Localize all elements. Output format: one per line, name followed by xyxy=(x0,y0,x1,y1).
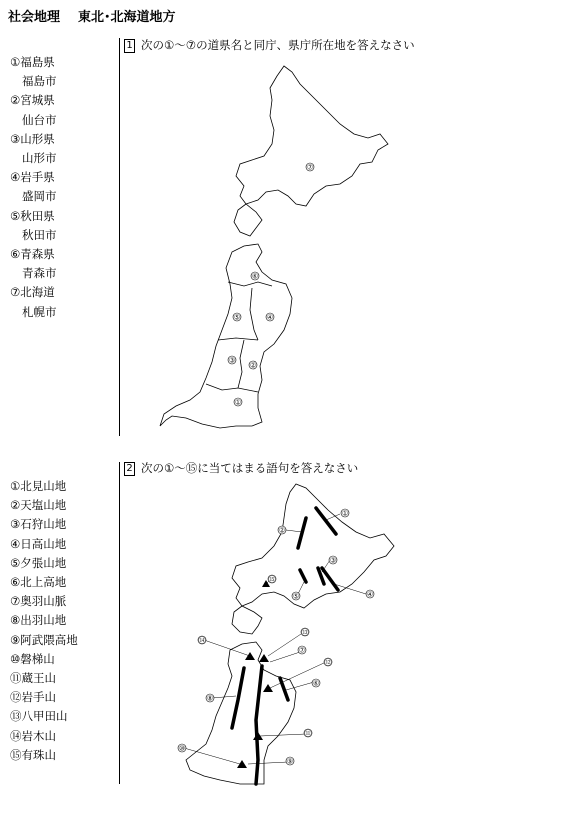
pref-border-fukushima xyxy=(206,384,258,392)
answer-city: 秋田市 xyxy=(22,227,57,242)
map2-label-8: ⑧ xyxy=(206,694,214,703)
answer-pref: ⑥青森県 xyxy=(10,247,55,262)
mountain-range-dewa xyxy=(232,668,244,728)
answer-city: 山形市 xyxy=(22,151,57,166)
map1-label-4: ④ xyxy=(266,313,274,322)
map2-label-4: ④ xyxy=(366,590,374,599)
map2-label-5: ⑤ xyxy=(292,592,300,601)
answer-term: ⑤夕張山地 xyxy=(10,555,67,570)
map2-label-11: ⑪ xyxy=(304,729,312,738)
question-number: 2 xyxy=(124,462,135,476)
pref-border-akita-iwate xyxy=(250,288,258,340)
answer-pref: ⑤秋田県 xyxy=(10,208,55,223)
pref-border-yamagata-miyagi xyxy=(238,340,244,388)
mountain-range-hidaka xyxy=(322,568,338,590)
answer-term: ④日高山地 xyxy=(10,536,67,551)
map2-label-3: ③ xyxy=(329,556,337,565)
hokkaido-outline-2 xyxy=(232,484,394,608)
map1-label-5: ⑤ xyxy=(233,313,241,322)
question-number: 1 xyxy=(124,39,135,53)
answer-term: ⑫岩手山 xyxy=(10,690,56,705)
map2-label-14: ⑭ xyxy=(198,636,206,645)
map2-label-1: ① xyxy=(341,509,349,518)
hokkaido-outline xyxy=(236,66,388,206)
map1-label-3: ③ xyxy=(228,356,236,365)
map1-label-2: ② xyxy=(249,361,257,370)
oshima-peninsula-2 xyxy=(232,606,262,634)
peak-marker xyxy=(259,654,269,662)
map2-label-13: ⑬ xyxy=(301,628,309,637)
oshima-peninsula xyxy=(234,204,262,236)
answer-pref: ③山形県 xyxy=(10,131,55,146)
answer-term: ⑮有珠山 xyxy=(10,747,56,762)
map2-label-2: ② xyxy=(278,526,286,535)
map1-label-6: ⑥ xyxy=(251,272,259,281)
answer-city: 福島市 xyxy=(22,74,57,89)
question-text: 次の①～⑦の道県名と同庁、県庁所在地を答えなさい xyxy=(141,38,415,52)
map2-label-7: ⑦ xyxy=(298,646,306,655)
answer-term: ②天塩山地 xyxy=(10,498,67,513)
answer-pref: ⑦北海道 xyxy=(10,285,55,300)
answer-term: ⑭岩木山 xyxy=(10,728,56,743)
answer-term: ⑬八甲田山 xyxy=(10,709,68,724)
peak-marker xyxy=(237,760,247,768)
answer-city: 札幌市 xyxy=(22,304,57,319)
answer-term: ⑥北上高地 xyxy=(10,575,67,590)
mountain-range-ou xyxy=(256,666,262,784)
mountain-range-teshio xyxy=(298,518,306,548)
map2-label-12: ⑫ xyxy=(324,658,332,667)
answer-term: ①北見山地 xyxy=(10,479,67,493)
question-text: 次の①～⑮に当てはまる語句を答えなさい xyxy=(141,461,359,475)
answer-term: ③石狩山地 xyxy=(10,517,67,532)
tohoku-outline xyxy=(160,244,292,428)
answer-city: 盛岡市 xyxy=(22,189,57,204)
map2-label-10: ⑩ xyxy=(178,744,186,753)
answer-term: ⑧出羽山地 xyxy=(10,613,67,628)
pref-border-akita-yamagata xyxy=(218,338,258,340)
map2-label-15: ⑮ xyxy=(268,575,276,584)
answer-pref: ②宮城県 xyxy=(10,93,55,108)
peak-marker xyxy=(263,684,273,692)
answer-city: 青森市 xyxy=(22,266,57,281)
answer-pref: ①福島県 xyxy=(10,55,55,69)
answer-term: ⑨阿武隈高地 xyxy=(10,632,78,647)
subject-title: 社会地理 xyxy=(8,10,61,25)
answer-term: ⑦奥羽山脈 xyxy=(10,594,67,609)
answer-term: ⑩磐梯山 xyxy=(10,651,55,666)
map1-label-1: ① xyxy=(234,398,242,407)
answer-city: 仙台市 xyxy=(22,112,57,127)
mountain-range-yubari xyxy=(300,570,306,582)
unit-title: 東北･北海道地方 xyxy=(78,10,176,25)
answer-pref: ④岩手県 xyxy=(10,170,55,185)
map2-label-6: ⑥ xyxy=(312,679,320,688)
answer-term: ⑪蔵王山 xyxy=(10,671,56,686)
pref-border-aomori xyxy=(228,282,272,286)
map2-label-9: ⑨ xyxy=(286,757,294,766)
map1-label-7: ⑦ xyxy=(306,163,314,172)
mountain-range-kitami xyxy=(316,508,336,534)
